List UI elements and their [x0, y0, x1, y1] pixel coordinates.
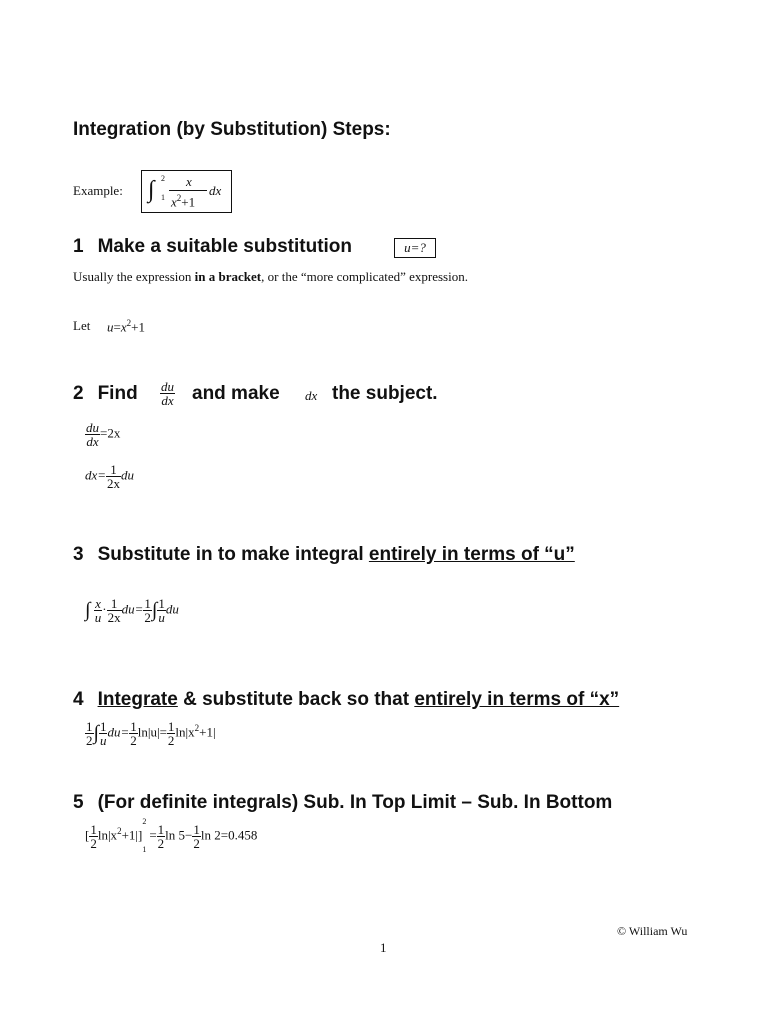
upper-limit: 2	[142, 816, 147, 826]
emphasis-bracket: in a bracket	[194, 269, 262, 284]
page-title: Integration (by Substitution) Steps:	[73, 119, 391, 140]
page-number: 1	[380, 940, 387, 955]
subject-text: the subject.	[332, 383, 438, 404]
heading-underlined: entirely in terms of “u”	[368, 544, 575, 565]
step-4-equation: $\frac{1}{2}$ ∫ $\frac{1}{u}$ du= $\frac{1}{2}$ ln|u|= $\frac{1}{2}$ $\ln|x^2+1|$	[86, 719, 216, 748]
fraction-bar	[169, 190, 207, 191]
lower-limit: 1	[142, 844, 147, 854]
step-4-heading: 4 Integrate & substitute back so that entirely in terms of “x”	[73, 689, 620, 710]
dx-equation: dx= $\frac{1}{2x}$ du	[85, 462, 135, 491]
let-equation: $u=x^2+1$	[107, 318, 145, 335]
fraction-denominator: $x^2+1$	[171, 193, 196, 210]
example-integral-box	[141, 170, 232, 213]
let-label: Let	[73, 318, 91, 333]
derivative-equation: $\frac{du}{dx}$ =2x	[86, 420, 121, 449]
step-5-heading: 5 (For definite integrals) Sub. In Top Limit – Sub. In Bottom	[73, 792, 613, 813]
step-3-equation: ∫ $\frac{x}{u}$ · $\frac{1}{2x}$ du= $\frac{1}{2}$ ∫ $\frac{1}{u}$ du	[85, 596, 179, 625]
copyright: © William Wu	[617, 924, 688, 938]
lower-limit: 1	[161, 193, 165, 202]
dx-term: dx	[305, 388, 318, 403]
step-title: Make a suitable substitution	[97, 236, 353, 257]
step-3-heading: 3 Substitute in to make integral entirely in terms of “u”	[73, 544, 575, 565]
step-number: 1	[73, 236, 84, 257]
upper-limit: 2	[161, 174, 165, 183]
du-dx-fraction: $\frac{du}{dx}$	[161, 379, 174, 408]
substitution-badge: u=?	[394, 238, 436, 258]
step-2-heading: 2 Find	[73, 383, 138, 404]
integral-sign: ∫	[148, 177, 155, 203]
step-1-heading	[73, 236, 352, 258]
step-5-equation: [ $\frac{1}{2}$ $\ln|x^2+1|$] 2 1 = $\frac{1}{2}$ ln 5− $\frac{1}{2}$ ln 2=0.458	[85, 816, 258, 854]
and-make-text: and make	[192, 383, 280, 404]
fraction-numerator: x	[186, 174, 192, 189]
example-label: Example:	[73, 183, 123, 198]
dx: dx	[209, 183, 222, 198]
step-1-description: Usually the expression in a bracket, or the “more complicated” expression.	[73, 269, 468, 284]
